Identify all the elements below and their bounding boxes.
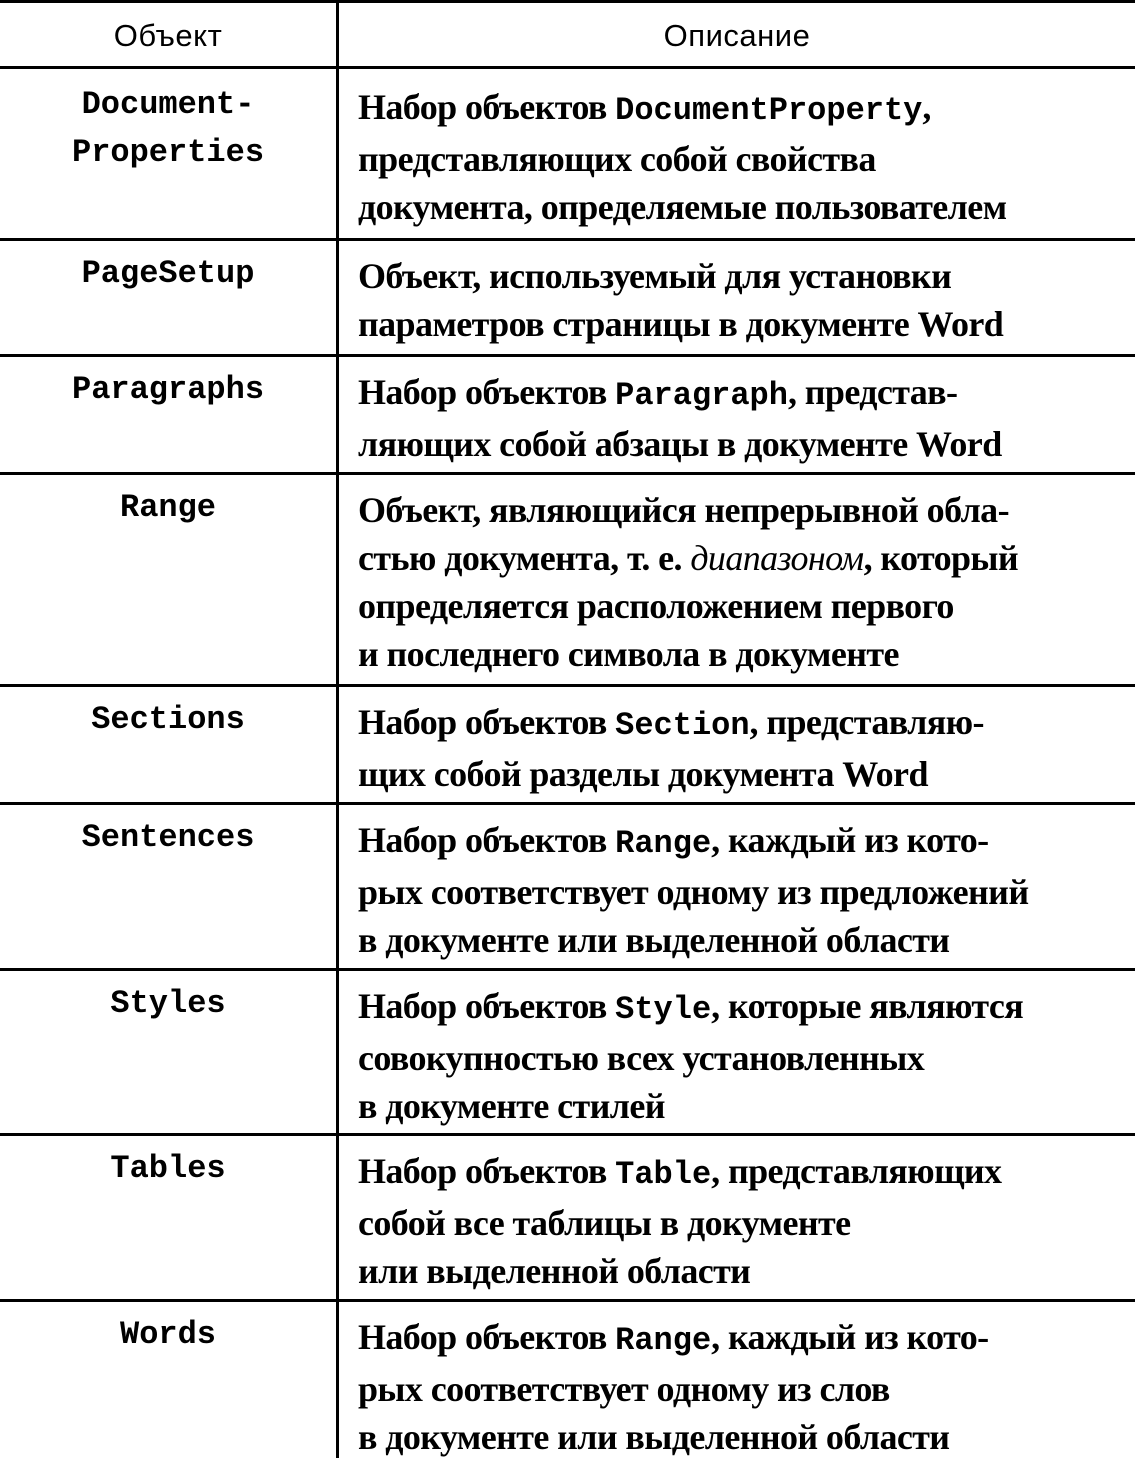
- description-cell: [358, 368, 1130, 468]
- description-text: и последнего символа в документе: [358, 634, 899, 674]
- description-line: [358, 816, 1130, 868]
- code-term: Range: [615, 1322, 712, 1359]
- code-term: DocumentProperty: [615, 92, 923, 129]
- description-line: [358, 916, 1130, 964]
- description-cell: [358, 486, 1130, 678]
- description-text: в документе стилей: [358, 1086, 665, 1126]
- row-border: [0, 238, 1135, 241]
- table-top-border: [0, 0, 1135, 3]
- object-name-cell: Words: [119, 1316, 216, 1353]
- description-line: [358, 698, 1130, 750]
- description-line: [358, 1365, 1130, 1413]
- object-name-cell: Tables: [110, 1150, 226, 1187]
- description-text: параметров страницы в документе Word: [358, 304, 1004, 344]
- description-line: [358, 368, 1130, 420]
- description-text: , которые являются: [711, 986, 1024, 1026]
- description-text: Набор объектов: [358, 87, 616, 127]
- description-line: [358, 1199, 1130, 1247]
- description-line: [358, 1147, 1130, 1199]
- description-text: представляющих собой свойства: [358, 139, 876, 179]
- description-text: Набор объектов: [358, 820, 616, 860]
- description-cell: [358, 252, 1130, 348]
- description-line: [358, 982, 1130, 1034]
- description-line: [358, 1413, 1130, 1461]
- row-border: [0, 354, 1135, 357]
- description-line: [358, 630, 1130, 678]
- code-term: Table: [615, 1156, 712, 1193]
- code-term: Paragraph: [615, 377, 788, 414]
- description-text: Набор объектов: [358, 1151, 616, 1191]
- description-text: Набор объектов: [358, 986, 616, 1026]
- code-term: Range: [615, 825, 712, 862]
- description-line: [358, 486, 1130, 534]
- description-line: [358, 252, 1130, 300]
- header-bottom-border: [0, 66, 1135, 69]
- description-text: , представляющих: [711, 1151, 1002, 1191]
- row-border: [0, 684, 1135, 687]
- description-cell: [358, 83, 1130, 231]
- description-text: Набор объектов: [358, 702, 616, 742]
- description-text: в документе или выделенной области: [358, 1417, 950, 1457]
- row-border: [0, 1133, 1135, 1136]
- description-text: ляющих собой абзацы в документе Word: [358, 424, 1002, 464]
- description-text: , каждый из кото-: [711, 1317, 989, 1357]
- description-text: документа, определяемые пользователем: [358, 187, 1007, 227]
- description-text: Объект, используемый для установки: [358, 256, 952, 296]
- description-text: в документе или выделенной области: [358, 920, 950, 960]
- description-cell: [358, 698, 1130, 798]
- header-description: Описание: [663, 18, 811, 53]
- description-cell: [358, 1313, 1130, 1461]
- object-name-cell: Range: [119, 489, 216, 526]
- description-text: или выделенной области: [358, 1251, 751, 1291]
- description-text: , представ-: [787, 372, 958, 412]
- description-cell: [358, 1147, 1130, 1295]
- description-line: [358, 1247, 1130, 1295]
- object-name-cell: Paragraphs: [71, 371, 265, 408]
- object-name-cell: Document- Properties: [71, 86, 265, 171]
- description-text: щих собой разделы документа Word: [358, 754, 928, 794]
- description-text: , представляю-: [749, 702, 984, 742]
- row-border: [0, 968, 1135, 971]
- emphasis-term: диапазоном: [690, 538, 864, 578]
- description-line: [358, 750, 1130, 798]
- object-name-cell: Sentences: [81, 819, 255, 856]
- description-line: [358, 1034, 1130, 1082]
- description-text: , каждый из кото-: [711, 820, 989, 860]
- code-term: Section: [615, 707, 750, 744]
- description-line: [358, 420, 1130, 468]
- description-text: стью документа, т. е.: [358, 538, 691, 578]
- description-line: [358, 135, 1130, 183]
- description-text: рых соответствует одному из предложений: [358, 872, 1029, 912]
- description-text: ,: [922, 87, 931, 127]
- description-line: [358, 183, 1130, 231]
- row-border: [0, 472, 1135, 475]
- description-cell: [358, 816, 1130, 964]
- object-name-cell: PageSetup: [81, 255, 255, 292]
- object-name-cell: Sections: [91, 701, 245, 738]
- description-text: Набор объектов: [358, 372, 616, 412]
- description-line: [358, 300, 1130, 348]
- description-text: , который: [863, 538, 1019, 578]
- description-line: [358, 534, 1130, 582]
- header-object: Объект: [113, 18, 223, 53]
- description-text: Набор объектов: [358, 1317, 616, 1357]
- column-divider: [336, 0, 339, 1458]
- description-cell: [358, 982, 1130, 1130]
- description-text: собой все таблицы в документе: [358, 1203, 851, 1243]
- description-line: [358, 1313, 1130, 1365]
- row-border: [0, 1299, 1135, 1302]
- description-line: [358, 83, 1130, 135]
- description-line: [358, 1082, 1130, 1130]
- description-text: Объект, являющийся непрерывной обла-: [358, 490, 1009, 530]
- description-line: [358, 868, 1130, 916]
- object-name-cell: Styles: [110, 985, 226, 1022]
- row-border: [0, 802, 1135, 805]
- code-term: Style: [615, 991, 712, 1028]
- description-text: определяется расположением первого: [358, 586, 954, 626]
- description-text: рых соответствует одному из слов: [358, 1369, 890, 1409]
- description-text: совокупностью всех установленных: [358, 1038, 925, 1078]
- description-line: [358, 582, 1130, 630]
